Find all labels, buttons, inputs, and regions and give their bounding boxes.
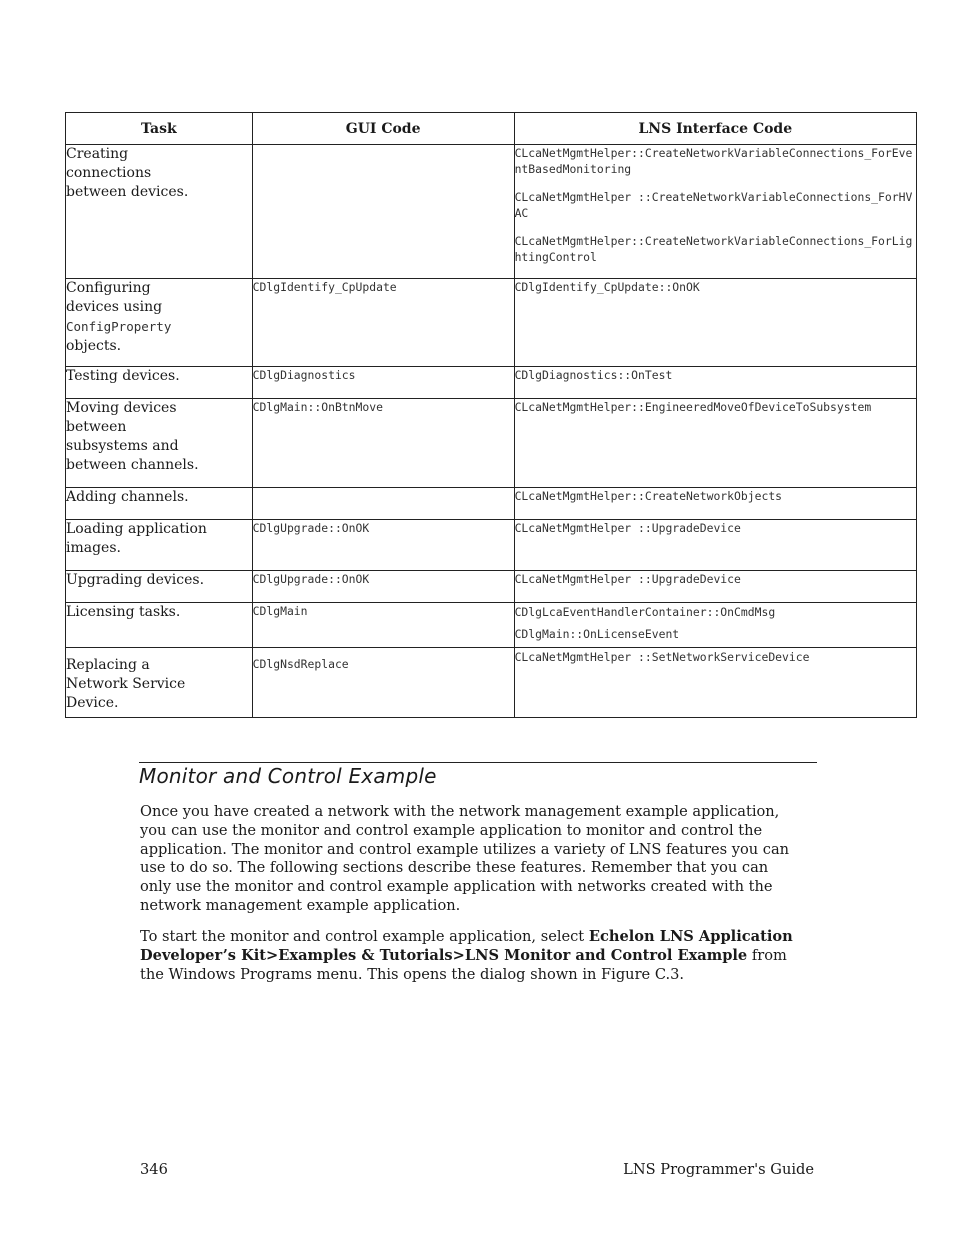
header-task: Task <box>66 113 253 145</box>
lns-code-line: CDlgLcaEventHandlerContainer::OnCmdMsg <box>514 605 776 619</box>
section-heading: Monitor and Control Example <box>139 764 437 788</box>
lns-code-cell <box>514 603 916 648</box>
table-row <box>66 603 917 648</box>
lns-code-line: CDlgMain::OnLicenseEvent <box>514 627 680 641</box>
task-cell: Replacing a Network Service Device. <box>66 648 253 718</box>
body-paragraph: Once you have created a network with the network management example application, you can use the monitor and control example application to monitor and control the application. The monitor and control example utilizes a variety of LNS features you can use to do so. The following sections describe these features. Remember that you can only use the monitor and control example application with networks created with the network management example application. <box>140 803 790 914</box>
lns-code-line: CLcaNetMgmtHelper ::CreateNetworkVariableConnections_ForHVAC <box>514 190 913 220</box>
paragraph-text: To start the monitor and control example application, select <box>140 928 589 945</box>
gui-code-cell: CDlgMain <box>252 603 514 648</box>
lns-code-cell <box>514 648 916 718</box>
lns-code-line: CLcaNetMgmtHelper ::SetNetworkServiceDevice <box>514 650 810 664</box>
table-row <box>66 488 917 520</box>
gui-code-cell: CDlgIdentify_CpUpdate <box>252 279 514 367</box>
table-row <box>66 399 917 488</box>
guide-title: LNS Programmer's Guide <box>623 1161 814 1178</box>
lns-code-cell <box>514 279 916 367</box>
task-cell: Creating connections between devices. <box>66 145 253 279</box>
lns-code-line: CLcaNetMgmtHelper::EngineeredMoveOfDeviceToSubsystem <box>514 400 872 414</box>
lns-code-line: CLcaNetMgmtHelper::CreateNetworkVariableConnections_ForEventBasedMonitoring <box>514 146 913 176</box>
table-row <box>66 648 917 718</box>
page-number: 346 <box>140 1161 168 1178</box>
lns-code-line: CLcaNetMgmtHelper::CreateNetworkVariableConnections_ForLightingControl <box>514 234 913 264</box>
task-cell: Loading application images. <box>66 520 253 571</box>
lns-code-line: CDlgIdentify_CpUpdate::OnOK <box>514 280 700 294</box>
lns-code-line: CDlgDiagnostics::OnTest <box>514 368 673 382</box>
task-cell: Moving devices between subsystems and between channels. <box>66 399 253 488</box>
task-cell: Licensing tasks. <box>66 603 253 648</box>
lns-code-cell <box>514 367 916 399</box>
task-cell: Adding channels. <box>66 488 253 520</box>
task-text: Configuring devices using <box>66 280 163 315</box>
table-row <box>66 520 917 571</box>
table-row <box>66 367 917 399</box>
lns-code-cell <box>514 145 916 279</box>
menu-path: Echelon LNS Application Developer’s Kit>Examples & Tutorials>LNS Monitor and Control Example <box>140 928 793 964</box>
gui-code-cell: CDlgNsdReplace <box>252 648 514 718</box>
task-cell: Testing devices. <box>66 367 253 399</box>
gui-code-cell: CDlgUpgrade::OnOK <box>252 571 514 603</box>
gui-code-cell: CDlgMain::OnBtnMove <box>252 399 514 488</box>
lns-code-line: CLcaNetMgmtHelper::CreateNetworkObjects <box>514 489 783 503</box>
lns-code-cell <box>514 399 916 488</box>
gui-code-cell <box>252 488 514 520</box>
table-header-row <box>66 113 917 145</box>
table-row <box>66 145 917 279</box>
task-text: objects. <box>66 338 122 354</box>
table-row <box>66 279 917 367</box>
lns-code-cell <box>514 488 916 520</box>
task-code-text: ConfigProperty <box>66 319 172 334</box>
section-rule <box>139 762 817 763</box>
table-row <box>66 571 917 603</box>
body-paragraph <box>140 928 800 984</box>
gui-code-cell <box>252 145 514 279</box>
task-cell <box>66 279 253 367</box>
header-gui-code: GUI Code <box>252 113 514 145</box>
lns-code-line: CLcaNetMgmtHelper ::UpgradeDevice <box>514 521 741 535</box>
lns-code-cell <box>514 571 916 603</box>
lns-code-line: CLcaNetMgmtHelper ::UpgradeDevice <box>514 572 741 586</box>
gui-code-cell: CDlgDiagnostics <box>252 367 514 399</box>
task-cell: Upgrading devices. <box>66 571 253 603</box>
gui-code-cell: CDlgUpgrade::OnOK <box>252 520 514 571</box>
lns-code-cell <box>514 520 916 571</box>
code-reference-table <box>65 112 917 718</box>
paragraph-text: from the Windows Programs menu. This opens the dialog shown in Figure C.3. <box>140 946 787 983</box>
header-lns-interface-code: LNS Interface Code <box>514 113 916 145</box>
